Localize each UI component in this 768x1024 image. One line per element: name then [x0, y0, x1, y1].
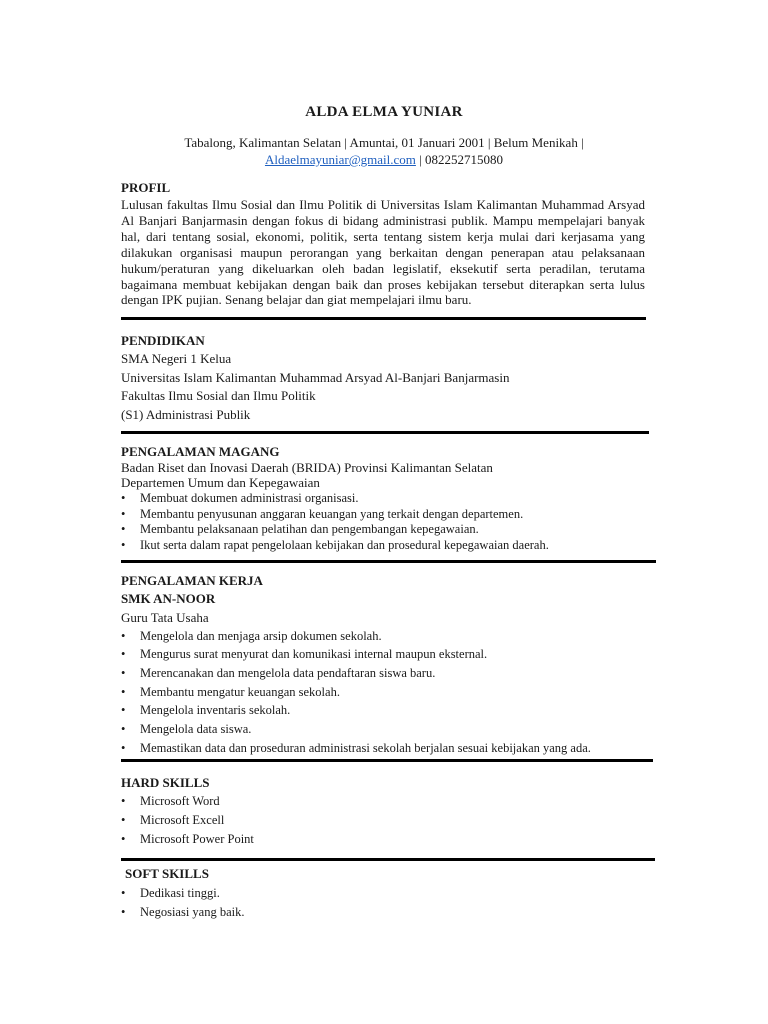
section-divider: [121, 317, 646, 320]
section-divider: [121, 759, 653, 762]
bullet-icon: •: [121, 905, 126, 919]
section-divider: [121, 560, 656, 563]
kerja-heading: PENGALAMAN KERJA: [121, 573, 263, 588]
magang-heading: PENGALAMAN MAGANG: [121, 444, 280, 459]
education-line: Universitas Islam Kalimantan Muhammad Arsyad Al-Banjari Banjarmasin: [121, 370, 510, 385]
list-item-text: Microsoft Word: [140, 794, 220, 808]
list-item-text: Mengelola data siswa.: [140, 722, 252, 736]
profil-paragraph: Lulusan fakultas Ilmu Sosial dan Ilmu Politik di Universitas Islam Kalimantan Muhammad Arsyad Al Banjari Banjarmasin dengan fokus di bidang administrasi publik. Mampu mempelajari banyak hal, dari tentang sosial, ekonomi, politik, serta tentang sistem kerja mulai dari kerjasama yang dilakukan organisasi maupun perorangan yang berkaitan dengan penerapan atau pelaksanaan hukum/peraturan yang dikeluarkan oleh badan legislatif, eksekutif serta peradilan, terutama bagaimana membuat kebijakan dengan baik dan proses kebijakan tersebut diterapkan serta lulus dengan IPK pujian. Senang belajar dan giat mempelajari ilmu baru.: [121, 197, 645, 308]
section-divider: [121, 858, 655, 861]
bullet-icon: •: [121, 813, 126, 827]
bullet-icon: •: [121, 647, 126, 661]
bullet-icon: •: [121, 703, 126, 717]
email-link[interactable]: Aldaelmayuniar@gmail.com: [264, 152, 416, 167]
bullet-icon: •: [121, 629, 126, 643]
bullet-icon: •: [121, 886, 126, 900]
resume-name: ALDA ELMA YUNIAR: [305, 104, 463, 120]
internship-department: Departemen Umum dan Kepegawaian: [121, 475, 320, 490]
list-item-text: Microsoft Excell: [140, 813, 225, 827]
internship-organization: Badan Riset dan Inovasi Daerah (BRIDA) Provinsi Kalimantan Selatan: [121, 460, 493, 475]
list-item-text: Memastikan data dan proseduran administrasi sekolah berjalan sesuai kebijakan yang ada.: [140, 741, 591, 755]
bullet-icon: •: [121, 491, 126, 505]
profil-heading: PROFIL: [121, 180, 171, 195]
list-item-text: Membantu penyusunan anggaran keuangan yang terkait dengan departemen.: [140, 507, 524, 521]
education-line: Fakultas Ilmu Sosial dan Ilmu Politik: [121, 388, 316, 403]
list-item-text: Membantu mengatur keuangan sekolah.: [140, 685, 340, 699]
bullet-icon: •: [121, 741, 126, 755]
job-role: Guru Tata Usaha: [121, 610, 209, 625]
section-divider: [121, 431, 649, 434]
pendidikan-heading: PENDIDIKAN: [121, 333, 205, 348]
list-item-text: Dedikasi tinggi.: [140, 886, 220, 900]
contact-info: [0, 134, 768, 168]
bullet-icon: •: [121, 794, 126, 808]
list-item-text: Ikut serta dalam rapat pengelolaan kebijakan dan prosedural kepegawaian daerah.: [140, 538, 549, 552]
bullet-icon: •: [121, 538, 126, 552]
list-item-text: Negosiasi yang baik.: [140, 905, 245, 919]
list-item-text: Microsoft Power Point: [140, 832, 254, 846]
bullet-icon: •: [121, 522, 126, 536]
soft-skills-heading: SOFT SKILLS: [125, 866, 209, 881]
bullet-icon: •: [121, 832, 126, 846]
contact-line: Tabalong, Kalimantan Selatan | Amuntai, 01 Januari 2001 | Belum Menikah |: [184, 135, 584, 150]
hard-skills-heading: HARD SKILLS: [121, 775, 210, 790]
list-item-text: Membantu pelaksanaan pelatihan dan pengembangan kepegawaian.: [140, 522, 479, 536]
bullet-icon: •: [121, 507, 126, 521]
list-item-text: Membuat dokumen administrasi organisasi.: [140, 491, 359, 505]
bullet-icon: •: [121, 685, 126, 699]
contact-email-phone: [0, 151, 768, 168]
list-item-text: Mengelola dan menjaga arsip dokumen sekolah.: [140, 629, 382, 643]
phone-number: | 082252715080: [415, 152, 504, 167]
education-line: (S1) Administrasi Publik: [121, 407, 251, 422]
education-line: SMA Negeri 1 Kelua: [121, 351, 232, 366]
list-item-text: Merencanakan dan mengelola data pendaftaran siswa baru.: [140, 666, 436, 680]
bullet-icon: •: [121, 666, 126, 680]
bullet-icon: •: [121, 722, 126, 736]
list-item-text: Mengelola inventaris sekolah.: [140, 703, 291, 717]
company-name: SMK AN-NOOR: [121, 591, 216, 606]
list-item-text: Mengurus surat menyurat dan komunikasi internal maupun eksternal.: [140, 647, 488, 661]
